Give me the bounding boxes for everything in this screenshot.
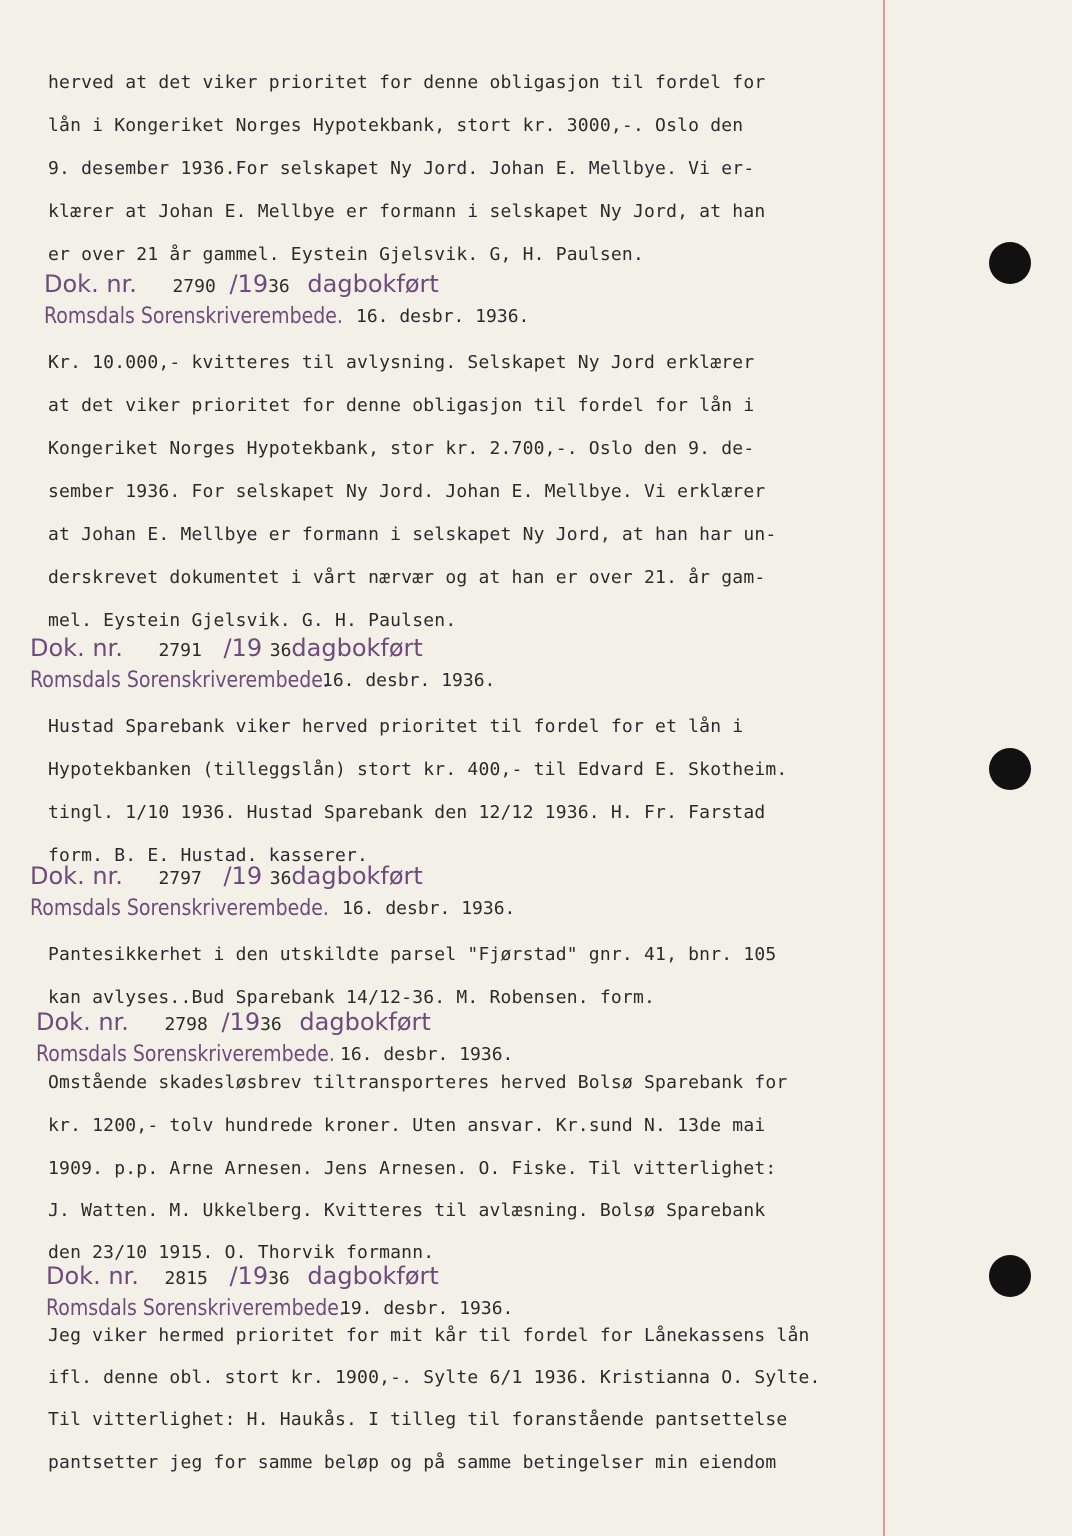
stamp-prefix: Dok. nr.: [46, 1262, 139, 1290]
stamp-slash-year: /19: [223, 634, 263, 662]
stamp-office: Romsdals Sorenskriverembede.: [44, 304, 343, 329]
stamp-number: 2791: [158, 640, 202, 661]
stamp-date: 16. desbr. 1936.: [342, 898, 516, 919]
stamp-suffix: dagbokført: [291, 634, 423, 662]
text-line: kr. 1200,- tolv hundrede kroner. Uten ansvar. Kr.sund N. 13de mai: [48, 1115, 766, 1136]
text-line: tingl. 1/10 1936. Hustad Sparebank den 12/12 1936. H. Fr. Farstad: [48, 802, 766, 823]
text-line: herved at det viker prioritet for denne obligasjon til fordel for: [48, 72, 766, 93]
stamp-office: Romsdals Sorenskriverembede.: [30, 896, 329, 921]
text-line: Hustad Sparebank viker herved prioritet til fordel for et lån i: [48, 716, 744, 737]
text-line: Jeg viker hermed prioritet for mit kår til fordel for Lånekassens lån: [48, 1325, 810, 1346]
text-line: klærer at Johan E. Mellbye er formann i selskapet Ny Jord, at han: [48, 201, 766, 222]
text-line: ifl. denne obl. stort kr. 1900,-. Sylte 6/1 1936. Kristianna O. Sylte.: [48, 1367, 821, 1388]
text-line: lån i Kongeriket Norges Hypotekbank, stort kr. 3000,-. Oslo den: [48, 115, 744, 136]
stamp-slash-year: /19: [221, 1008, 261, 1036]
stamp-prefix: Dok. nr.: [36, 1008, 129, 1036]
text-line: form. B. E. Hustad. kasserer.: [48, 845, 369, 866]
text-line: kan avlyses..Bud Sparebank 14/12-36. M. Robensen. form.: [48, 987, 656, 1008]
punch-hole: [989, 242, 1031, 284]
stamp-year: 36: [269, 640, 292, 661]
text-line: Pantesikkerhet i den utskildte parsel "Fjørstad" gnr. 41, bnr. 105: [48, 944, 777, 965]
text-line: Til vitterlighet: H. Haukås. I tilleg til foranstående pantsettelse: [48, 1409, 788, 1430]
stamp-prefix: Dok. nr.: [30, 862, 123, 890]
stamp-date: 19. desbr. 1936.: [340, 1298, 514, 1319]
stamp-year: 36: [269, 868, 292, 889]
punch-hole: [989, 748, 1031, 790]
stamp-suffix: dagbokført: [307, 1262, 439, 1290]
stamp-slash-year: /19: [229, 270, 269, 298]
stamp-date: 16. desbr. 1936.: [340, 1044, 514, 1065]
stamp-suffix: dagbokført: [291, 862, 423, 890]
text-line: J. Watten. M. Ukkelberg. Kvitteres til avlæsning. Bolsø Sparebank: [48, 1200, 766, 1221]
stamp-prefix: Dok. nr.: [44, 270, 137, 298]
text-line: at Johan E. Mellbye er formann i selskapet Ny Jord, at han har un-: [48, 524, 777, 545]
text-line: 9. desember 1936.For selskapet Ny Jord. Johan E. Mellbye. Vi er-: [48, 158, 755, 179]
stamp-date: 16. desbr. 1936.: [322, 670, 496, 691]
margin-rule: [883, 0, 885, 1536]
text-line: Kongeriket Norges Hypotekbank, stor kr. 2.700,-. Oslo den 9. de-: [48, 438, 755, 459]
punch-hole: [989, 1255, 1031, 1297]
text-line: den 23/10 1915. O. Thorvik formann.: [48, 1242, 435, 1263]
stamp-number: 2797: [158, 868, 202, 889]
stamp-office: Romsdals Sorenskriverembede.: [36, 1042, 335, 1067]
stamp-year: 36: [268, 276, 290, 297]
stamp-year: 36: [268, 1268, 290, 1289]
stamp-year: 36: [260, 1014, 282, 1035]
text-line: sember 1936. For selskapet Ny Jord. Johan E. Mellbye. Vi erklærer: [48, 481, 766, 502]
text-line: at det viker prioritet for denne obligasjon til fordel for lån i: [48, 395, 755, 416]
text-line: derskrevet dokumentet i vårt nærvær og at han er over 21. år gam-: [48, 567, 766, 588]
stamp-number: 2798: [164, 1014, 208, 1035]
stamp-date: 16. desbr. 1936.: [356, 306, 530, 327]
text-line: Omstående skadesløsbrev tiltransporteres herved Bolsø Sparebank for: [48, 1072, 788, 1093]
text-line: mel. Eystein Gjelsvik. G. H. Paulsen.: [48, 610, 457, 631]
stamp-slash-year: /19: [223, 862, 263, 890]
stamp-suffix: dagbokført: [307, 270, 439, 298]
text-line: Hypotekbanken (tilleggslån) stort kr. 400,- til Edvard E. Skotheim.: [48, 759, 788, 780]
text-line: 1909. p.p. Arne Arnesen. Jens Arnesen. O. Fiske. Til vitterlighet:: [48, 1158, 777, 1179]
stamp-office: Romsdals Sorenskriverembede.: [46, 1296, 345, 1321]
stamp-slash-year: /19: [229, 1262, 269, 1290]
stamp-suffix: dagbokført: [299, 1008, 431, 1036]
text-line: Kr. 10.000,- kvitteres til avlysning. Selskapet Ny Jord erklærer: [48, 352, 755, 373]
stamp-prefix: Dok. nr.: [30, 634, 123, 662]
stamp-office: Romsdals Sorenskriverembede.: [30, 668, 329, 693]
text-line: pantsetter jeg for samme beløp og på samme betingelser min eiendom: [48, 1452, 777, 1473]
stamp-number: 2815: [164, 1268, 208, 1289]
text-line: er over 21 år gammel. Eystein Gjelsvik. G, H. Paulsen.: [48, 244, 644, 265]
stamp-number: 2790: [172, 276, 216, 297]
